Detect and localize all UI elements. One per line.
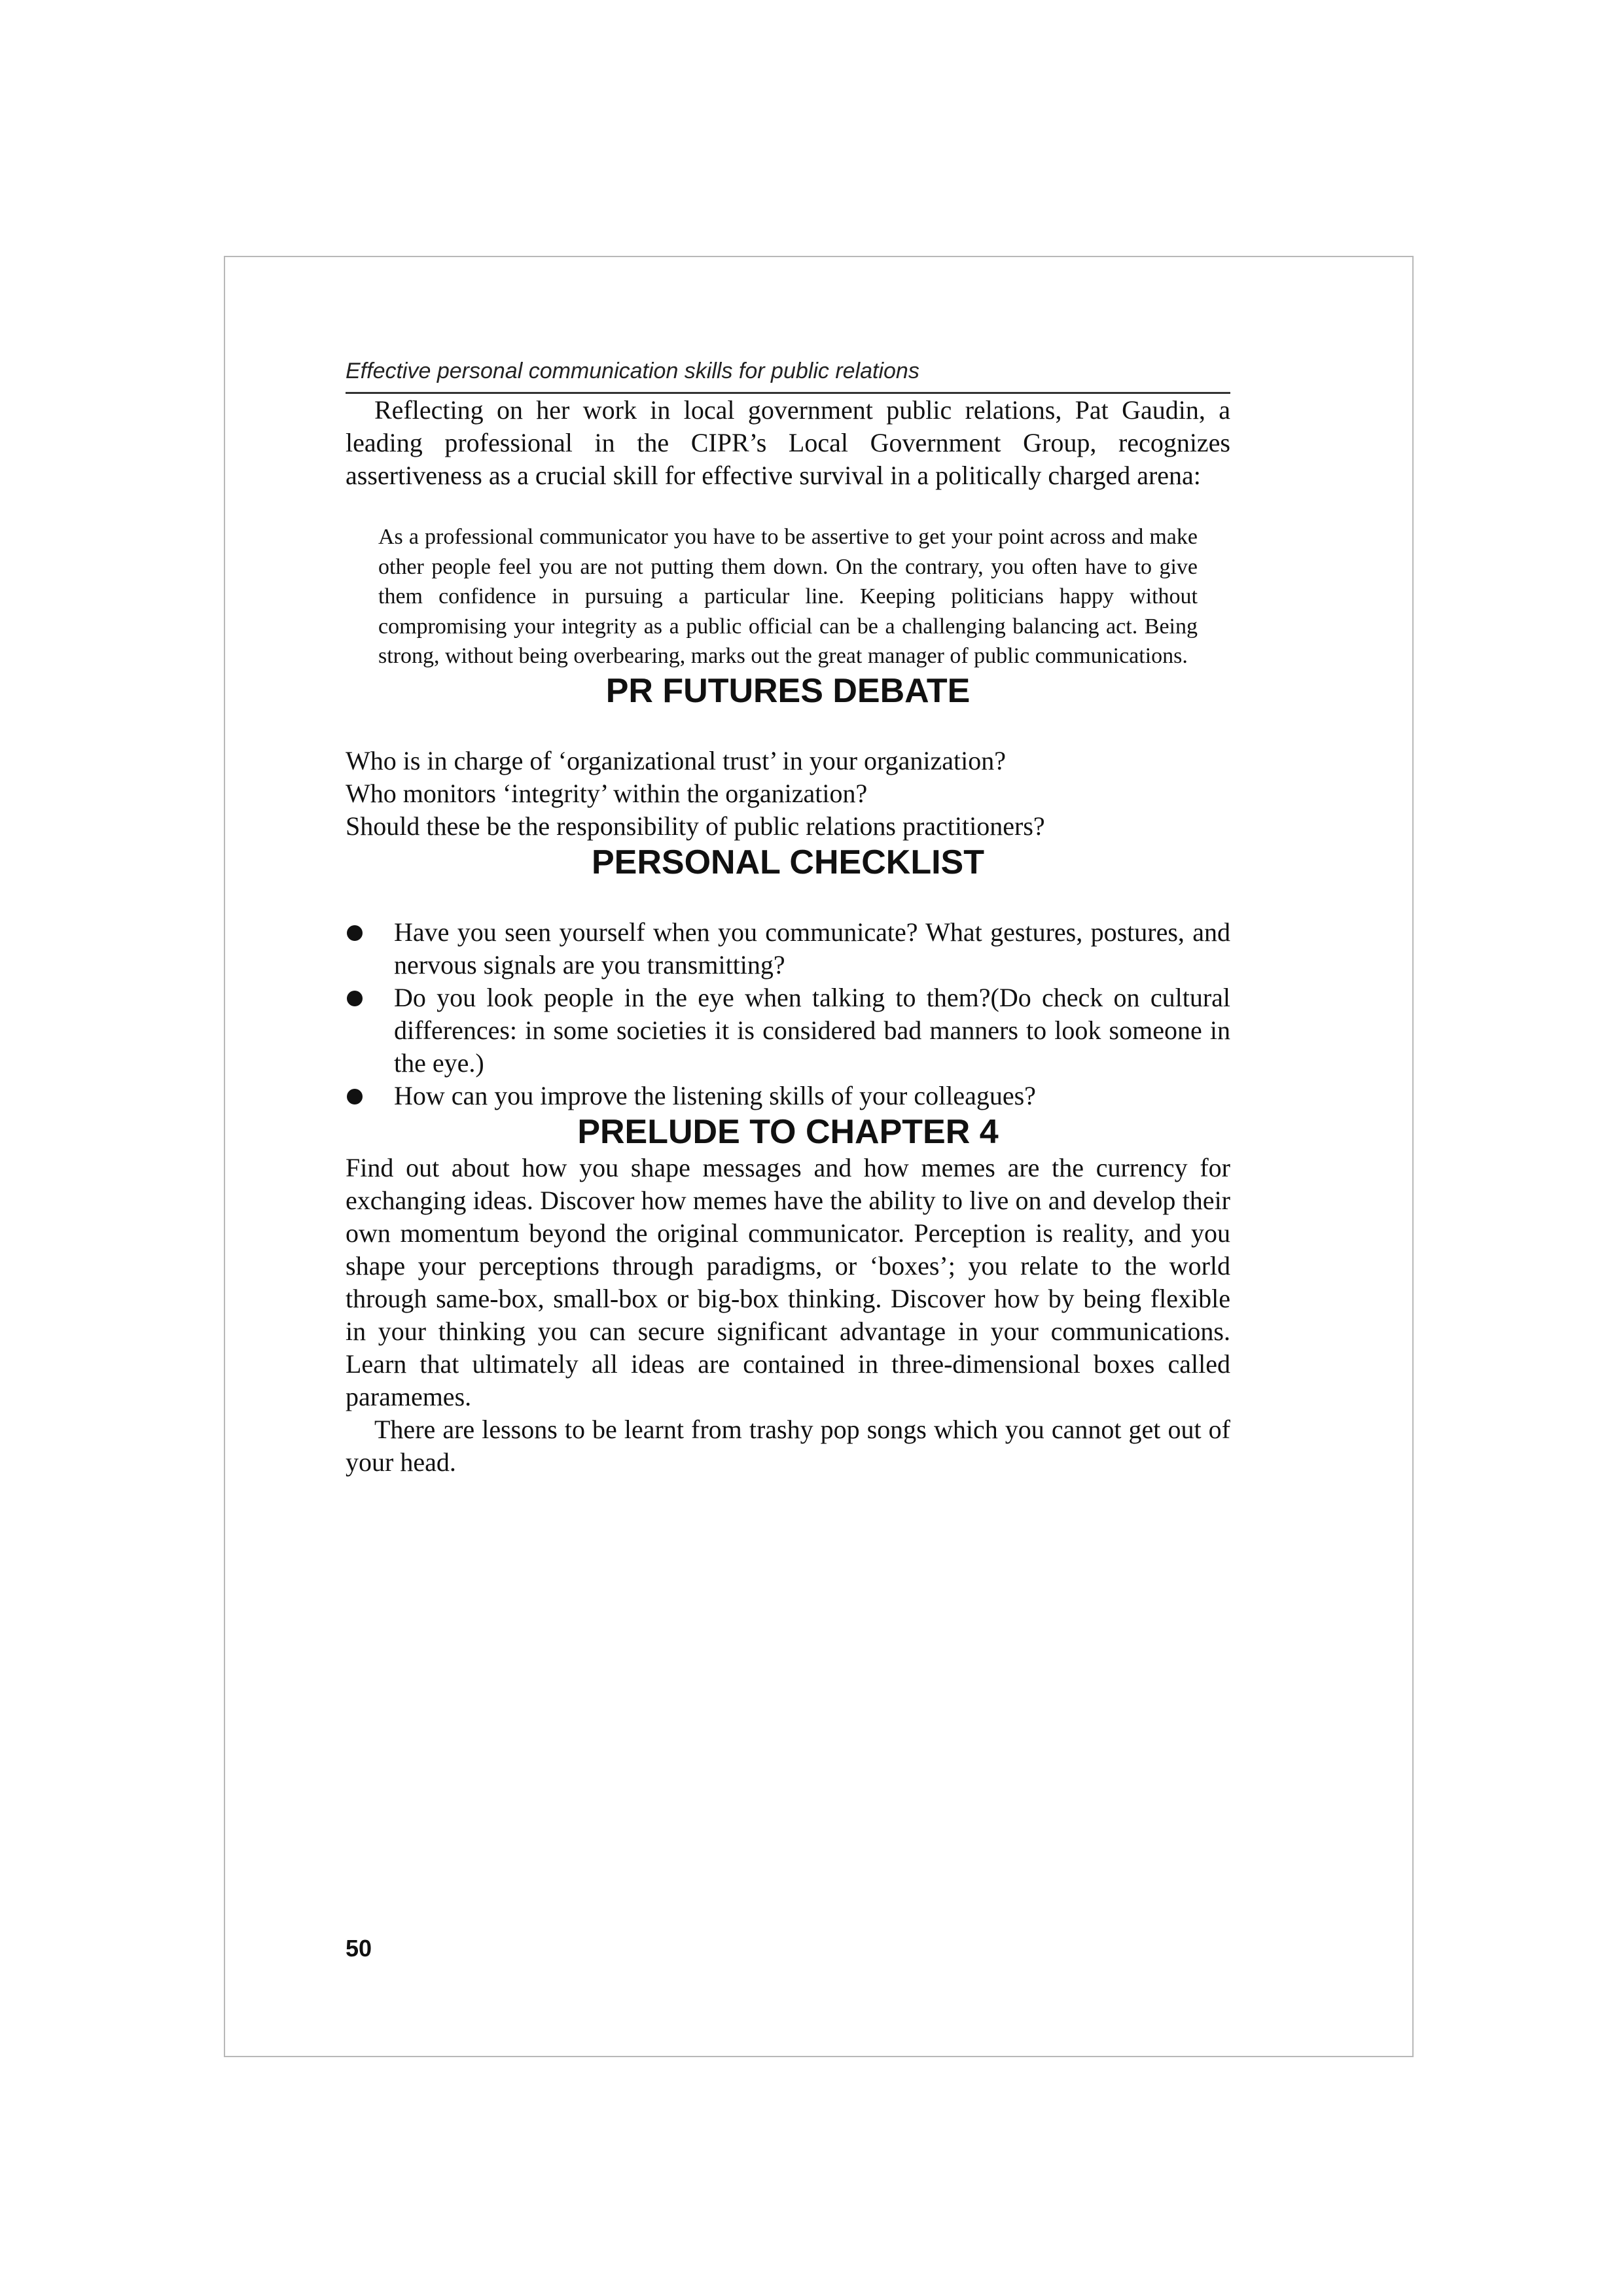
checklist-item-text: Do you look people in the eye when talking to them?(Do check on cultural differences: in some societies it is considered bad manners to look someone in the eye.) (394, 982, 1230, 1078)
bullet-icon (347, 991, 363, 1006)
debate-heading: PR FUTURES DEBATE (605, 671, 971, 710)
page-number: 50 (346, 1935, 372, 1962)
bullet-icon (347, 1089, 363, 1104)
checklist (346, 916, 1230, 1112)
prelude-paragraph: Find out about how you shape messages and how memes are the currency for exchanging ideas. Discover how memes have the ability to live on and develop their own momentum beyond the original communicator. Perception is reality, and you shape your perceptions through paradigms, or ‘boxes’; you relate to the world through same-box, small-box or big-box thinking. Discover how by being flexible in your thinking you can secure significant advantage in your communications. Learn that ultimately all ideas are contained in three-dimensional boxes called paramemes. (346, 1152, 1230, 1411)
debate-question: Who monitors ‘integrity’ within the organization? (346, 778, 868, 808)
debate-question: Who is in charge of ‘organizational trust’ in your organization? (346, 745, 1006, 775)
checklist-item (346, 1080, 1230, 1112)
page-content (346, 350, 1230, 1479)
checklist-item (346, 981, 1230, 1080)
checklist-heading: PERSONAL CHECKLIST (592, 843, 984, 881)
checklist-item-text: Have you seen yourself when you communicate? What gestures, postures, and nervous signals are you transmitting? (394, 917, 1230, 980)
debate-question: Should these be the responsibility of public relations practitioners? (346, 811, 1045, 841)
running-head: Effective personal communication skills for public relations (346, 350, 1230, 394)
intro-paragraph: Reflecting on her work in local government public relations, Pat Gaudin, a leading professional in the CIPR’s Local Government Group, recognizes assertiveness as a crucial skill for effective survival in a politically charged arena: (346, 395, 1230, 490)
prelude-heading: PRELUDE TO CHAPTER 4 (577, 1112, 999, 1151)
bullet-icon (347, 925, 363, 941)
block-quote: As a professional communicator you have to be assertive to get your point across and make other people feel you are not putting them down. On the contrary, you often have to give them confidence in pursuing a particular line. Keeping politicians happy without compromising your integrity as a public official can be a challenging balancing act. Being strong, without being overbearing, marks out the great manager of public communications. (378, 525, 1198, 668)
prelude-paragraph: There are lessons to be learnt from trashy pop songs which you cannot get out of your head. (346, 1414, 1230, 1477)
checklist-item (346, 916, 1230, 981)
checklist-item-text: How can you improve the listening skills of your colleagues? (394, 1080, 1036, 1110)
debate-questions (346, 745, 1230, 843)
